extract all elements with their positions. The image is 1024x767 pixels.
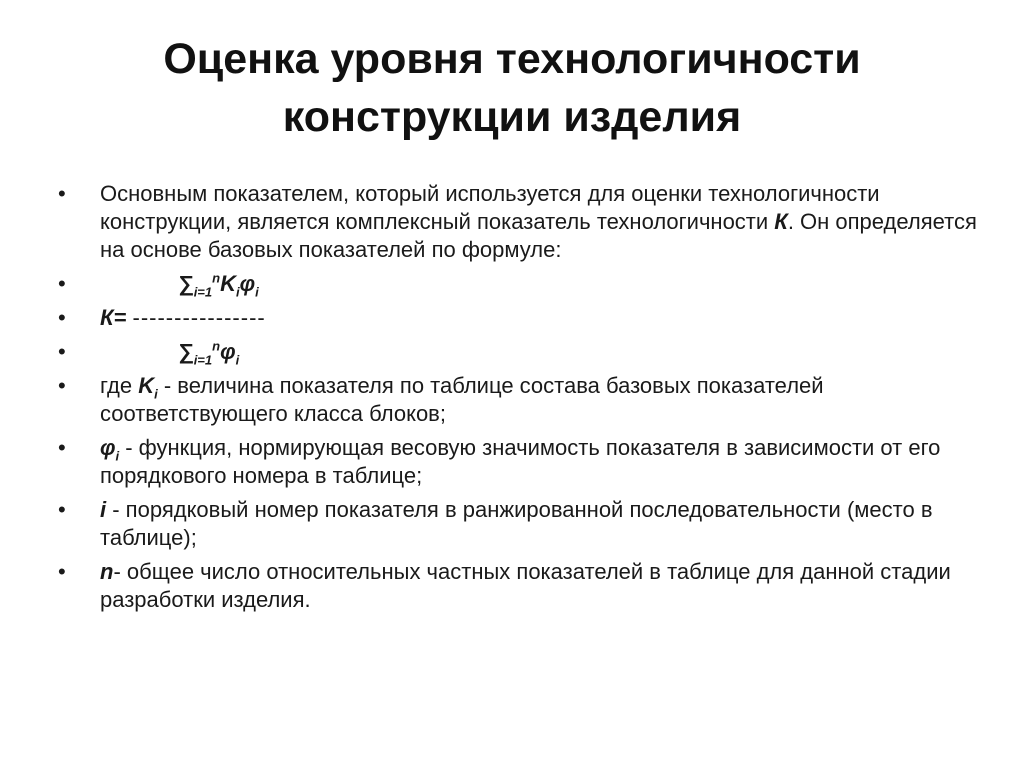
list-item-def-n — [58, 558, 978, 614]
phi-symbol: φ — [220, 339, 236, 364]
intro-text: Основным показателем, который используется для оценки технологичности конструкции, является комплексный показатель технологичности — [100, 181, 880, 234]
bullet-icon: • — [58, 435, 66, 460]
sum-upper-index: n — [212, 338, 221, 354]
title-line-2: конструкции изделия — [282, 93, 742, 141]
list-item-def-i — [58, 496, 978, 552]
sum-symbol: ∑ — [178, 271, 194, 296]
phi-symbol: φ — [239, 271, 256, 296]
formula-denominator — [100, 338, 240, 368]
k-symbol: K — [220, 271, 236, 296]
bullet-icon: • — [58, 181, 66, 206]
list-item-numerator — [58, 270, 978, 298]
sum-symbol: ∑ — [178, 339, 194, 364]
phi-index: i — [235, 352, 240, 368]
phi-index: i — [255, 284, 259, 300]
k-index: i — [235, 284, 240, 300]
list-item-k-equals — [58, 304, 978, 332]
def-phi-index: i — [115, 448, 120, 464]
def-k-prefix: где — [100, 373, 139, 398]
def-phi-symbol: φ — [100, 435, 116, 460]
def-k-symbol: K — [138, 373, 155, 398]
bullet-icon: • — [58, 271, 66, 296]
def-k-text: - величина показателя по таблице состава базовых показателей соответствующего класса блоков; — [100, 373, 824, 426]
intro-rest-text: . Он определяется на основе базовых показателей по формуле: — [100, 209, 977, 262]
def-i-text: - порядковый номер показателя в ранжированной последовательности (место в таблице); — [100, 497, 933, 550]
bullet-icon: • — [58, 305, 66, 330]
bullet-list — [58, 180, 978, 620]
def-n-symbol: n — [100, 559, 114, 584]
bullet-icon: • — [58, 339, 66, 364]
slide-title — [40, 30, 984, 146]
list-item-denominator — [58, 338, 978, 366]
k-equals: К= — [100, 305, 127, 330]
bullet-icon: • — [58, 497, 66, 522]
bullet-icon: • — [58, 559, 66, 584]
def-k-index: i — [154, 386, 158, 402]
formula-numerator — [100, 270, 259, 300]
def-phi-text: - функция, нормирующая весовую значимость показателя в зависимости от его порядкового номера в таблице; — [100, 435, 941, 488]
def-i-symbol: i — [100, 497, 107, 522]
sum-lower-index: i=1 — [193, 352, 213, 368]
title-line-1: Оценка уровня технологичности — [163, 35, 861, 83]
fraction-bar: ---------------- — [132, 305, 266, 330]
sum-upper-index: n — [212, 270, 221, 286]
bullet-icon: • — [58, 373, 66, 398]
intro-k-symbol: К — [774, 209, 788, 234]
list-item-def-k — [58, 372, 978, 428]
list-item-intro — [58, 180, 978, 264]
list-item-def-phi — [58, 434, 978, 490]
sum-lower-index: i=1 — [193, 284, 213, 300]
def-n-text: - общее число относительных частных показателей в таблице для данной стадии разработки изделия. — [100, 559, 951, 612]
